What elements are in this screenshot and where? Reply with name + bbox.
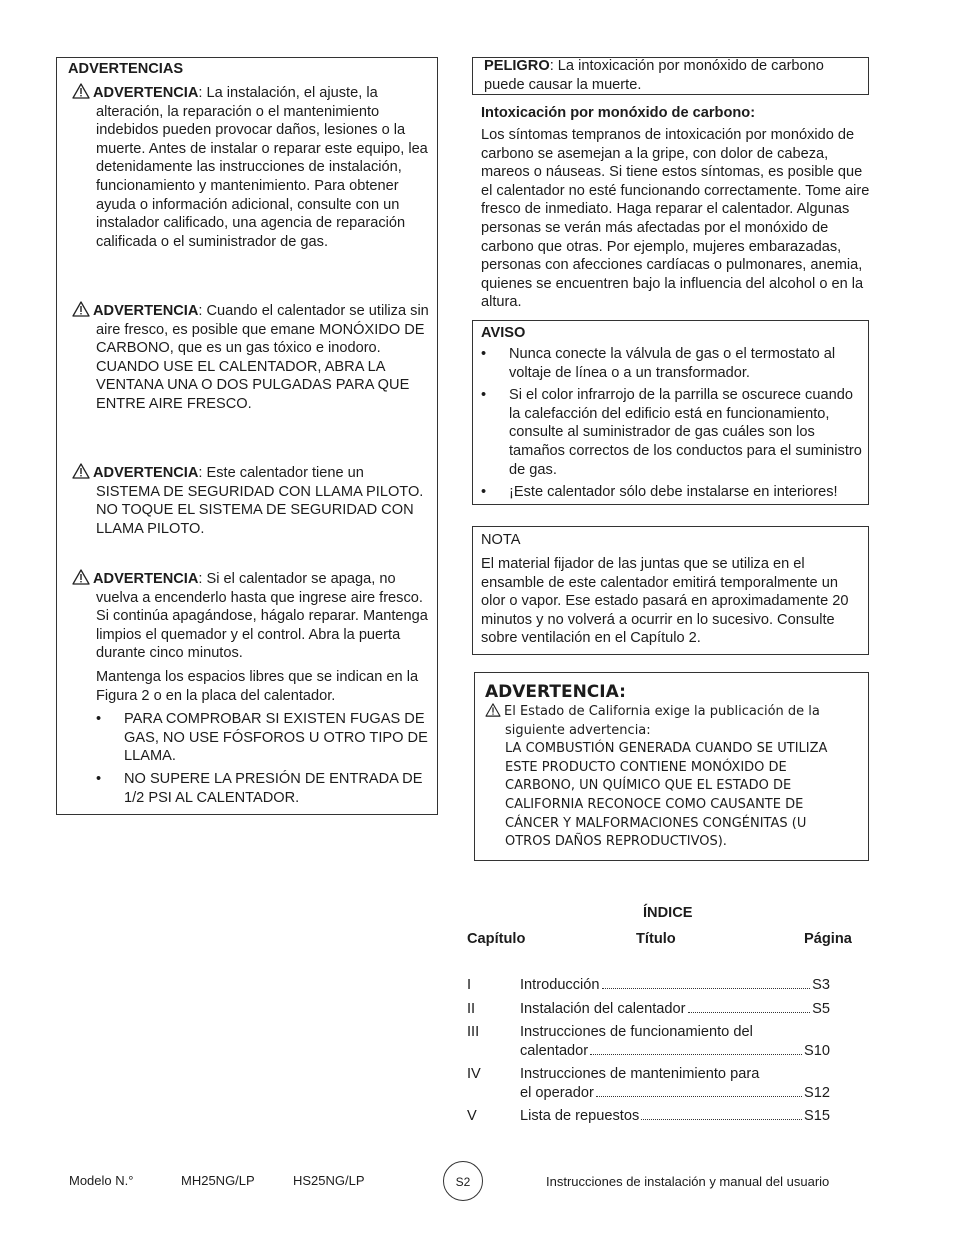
warning-triangle-icon bbox=[485, 703, 501, 717]
co-body: Los síntomas tempranos de intoxicación por monóxido de carbono se asemejan a la gripe, con dolor de cabeza, mareos o náuseas. Si tiene estos síntomas, es posible que el calentador no esté funcionando correctamente. Tome aire fresco de inmediato. Haga reparar el calentador. Algunas personas se verán más afectadas por el monóxido de carbono que otras. Por ejemplo, mujeres embarazadas, personas con afecciones cardíacas o pulmonares, anemia, quienes se encuentren bajo la influencia del alcohol o en la altura. bbox=[481, 127, 870, 311]
page-number: S2 bbox=[443, 1161, 483, 1201]
warning-triangle-icon bbox=[72, 569, 90, 585]
warning-label: ADVERTENCIA bbox=[93, 303, 199, 319]
warning-text: : Cuando el calentador se utiliza sin aire fresco, es posible que emane MONÓXIDO DE CARBONO, que es un gas tóxico e inodoro. CUANDO USE EL CALENTADOR, ABRA LA VENTANA UNA O DOS PULGADAS PARA QUE ENTRE AIRE FRESCO. bbox=[96, 303, 429, 412]
bullet-list bbox=[69, 710, 431, 807]
california-heading: ADVERTENCIA: bbox=[485, 682, 626, 702]
list-item: • PARA COMPROBAR SI EXISTEN FUGAS DE GAS, NO USE FÓSFOROS U OTRO TIPO DE LLAMA. bbox=[96, 711, 428, 765]
aviso-box bbox=[472, 320, 869, 505]
danger-label: PELIGRO bbox=[484, 58, 550, 74]
california-warning-box bbox=[474, 672, 869, 861]
warning-triangle-icon bbox=[72, 463, 90, 479]
california-body: LA COMBUSTIÓN GENERADA CUANDO SE UTILIZA ESTE PRODUCTO CONTIENE MONÓXIDO DE CARBONO, UN QUÍMICO QUE EL ESTADO DE CALIFORNIA RECONOCE COMO CAUSANTE DE CÁNCER Y MALFORMACIONES CONGÉNITAS (U OTROS DAÑOS REPRODUCTIVOS). bbox=[505, 741, 828, 850]
warning-shutdown bbox=[69, 569, 431, 807]
warning-label: ADVERTENCIA bbox=[93, 571, 199, 587]
warning-triangle-icon bbox=[72, 301, 90, 317]
nota-body: El material fijador de las juntas que se utiliza en el ensamble de este calentador emitirá temporalmente un olor o vapor. Ese estado pasará en aproximadamente 20 minutos y no volverá a ocurrir en lo sucesivo. Consulte sobre ventilación en el Capítulo 2. bbox=[481, 556, 849, 647]
aviso-list bbox=[481, 345, 866, 502]
warnings-heading: ADVERTENCIAS bbox=[68, 61, 184, 77]
warning-label: ADVERTENCIA bbox=[93, 465, 199, 481]
index-col-chapter: Capítulo bbox=[467, 931, 526, 947]
index-col-title: Título bbox=[636, 931, 676, 947]
danger-box bbox=[472, 57, 869, 95]
index-title: ÍNDICE bbox=[643, 905, 693, 921]
nota-heading: NOTA bbox=[481, 532, 521, 548]
warning-installation bbox=[69, 83, 431, 251]
warning-carbon-monoxide bbox=[69, 301, 431, 414]
clearance-text: Mantenga los espacios libres que se indican en la Figura 2 o en la placa del calentador. bbox=[96, 668, 419, 704]
list-item: • Nunca conecte la válvula de gas o el termostato al voltaje de línea o a un transformador. bbox=[481, 346, 836, 381]
california-intro: El Estado de California exige la publicación de la siguiente advertencia: bbox=[504, 704, 820, 738]
index-col-page: Página bbox=[804, 931, 852, 947]
nota-box bbox=[472, 526, 869, 655]
warning-text: : Si el calentador se apaga, no vuelva a encenderlo hasta que ingrese aire fresco. Si continúa apagándose, hágalo reparar. Mantenga limpios el quemador y el control. Abra la puerta durante cinco minutos. bbox=[96, 571, 428, 662]
list-item: • ¡Este calentador sólo debe instalarse en interiores! bbox=[481, 484, 838, 501]
danger-text: PELIGRO: La intoxicación por monóxido de carbono puede causar la muerte. bbox=[484, 58, 824, 93]
warnings-box bbox=[56, 57, 438, 815]
model-label: Modelo N.° bbox=[69, 1173, 134, 1188]
model-number-2: HS25NG/LP bbox=[293, 1173, 365, 1188]
warning-label: ADVERTENCIA bbox=[93, 85, 199, 101]
warning-text: : La instalación, el ajuste, la alteración, la reparación o el mantenimiento indebidos pueden provocar daños, lesiones o la muerte. Antes de instalar o reparar este equipo, lea detenidamente las instrucciones de instalación, funcionamiento y mantenimiento. Para obtener ayuda o información adicional, consulte con un instalador calificado, una agencia de reparación calificada o el suministrador de gas. bbox=[96, 85, 428, 250]
warning-triangle-icon bbox=[72, 83, 90, 99]
warning-text: : Este calentador tiene un SISTEMA DE SEGURIDAD CON LLAMA PILOTO. NO TOQUE EL SISTEMA DE SEGURIDAD CON LLAMA PILOTO. bbox=[96, 465, 424, 537]
co-heading: Intoxicación por monóxido de carbono: bbox=[481, 105, 756, 121]
manual-title: Instrucciones de instalación y manual del usuario bbox=[546, 1174, 830, 1189]
model-number-1: MH25NG/LP bbox=[181, 1173, 255, 1188]
warning-pilot-system bbox=[69, 463, 431, 538]
list-item: • NO SUPERE LA PRESIÓN DE ENTRADA DE 1/2 PSI AL CALENTADOR. bbox=[96, 770, 423, 806]
list-item: • Si el color infrarrojo de la parrilla se oscurece cuando la calefacción del edificio está en funcionamiento, consulte al suministrador de gas cuáles son los tamaños correctos de los conductos para el suministro de gas. bbox=[481, 387, 862, 478]
aviso-heading: AVISO bbox=[481, 325, 526, 341]
california-text bbox=[485, 703, 855, 852]
